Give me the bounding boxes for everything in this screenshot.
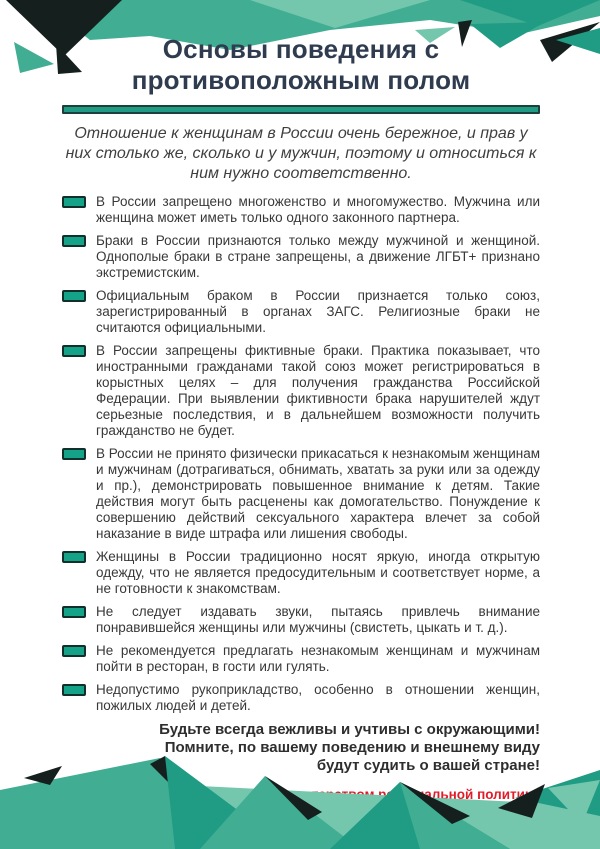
teal-bullet-marker — [62, 196, 86, 208]
rule-item — [62, 343, 540, 439]
rule-text: В России запрещены фиктивные браки. Практика показывает, что иностранными гражданами такой союз может регистрироваться в корыстных целях – для получения гражданства Российской Федерации. При выявлении фиктивности брака нарушителей ждут серьезные последствия, и в дальнейшем возможности получить гражданство не будет. — [96, 343, 540, 438]
rule-text: Женщины в России традиционно носят яркую, иногда открытую одежду, что не является предосудительным и соответствует норме, а не готовности к знакомствам. — [96, 549, 540, 596]
rule-text: Недопустимо рукоприкладство, особенно в отношении женщин, пожилых людей и детей. — [96, 682, 540, 713]
rule-item — [62, 643, 540, 675]
rule-text: В России запрещено многоженство и многомужество. Мужчина или женщина может иметь только одного законного партнера. — [96, 194, 540, 225]
rule-text: Не следует издавать звуки, пытаясь привлечь внимание понравившейся женщины или мужчины (свистеть, цыкать и т. д.). — [96, 604, 540, 635]
rule-item — [62, 446, 540, 542]
teal-bullet-marker — [62, 290, 86, 302]
rule-text: Официальным браком в России признается только союз, зарегистрированный в органах ЗАГС. Религиозные браки не считаются официальными. — [96, 288, 540, 335]
teal-bullet-marker — [62, 235, 86, 247]
rule-text: В России не принято физически прикасаться к незнакомым женщинам и мужчинам (дотрагиваться, обнимать, хватать за руки или за одежду и пр.), демонстрировать повышенное внимание к детям. Такие действия могут быть расценены как домогательство. Понуждение к совершению действий сексуального характера влечет за собой наказание в виде штрафа или лишения свободы. — [96, 446, 541, 541]
teal-bullet-marker — [62, 448, 86, 460]
rule-item — [62, 682, 540, 714]
teal-bullet-marker — [62, 551, 86, 563]
footer-mountains — [0, 756, 510, 849]
rules-list — [62, 194, 540, 714]
rule-item — [62, 288, 540, 336]
rule-item — [62, 604, 540, 636]
rule-item — [62, 549, 540, 597]
intro-paragraph: Отношение к женщинам в России очень бережное, и прав у них столько же, сколько и у мужчин, поэтому и относиться к ним нужно соответственно. — [65, 125, 537, 182]
rule-text: Браки в России признаются только между мужчиной и женщиной. Однополые браки в стране запрещены, а движение ЛГБТ+ признано экстремистским. — [96, 233, 540, 280]
teal-bullet-marker — [62, 606, 86, 618]
title-underline-bar — [62, 105, 540, 114]
teal-bullet-marker — [62, 645, 86, 657]
rule-item — [62, 194, 540, 226]
conclusion-line: Помните, по вашему поведению и внешнему виду — [164, 739, 540, 756]
conclusion-line: будут судить о вашей стране! — [316, 757, 540, 774]
rule-item — [62, 233, 540, 281]
teal-bullet-marker — [62, 684, 86, 696]
conclusion-line: Будьте всегда вежливы и учтивы с окружающими! — [159, 721, 540, 738]
page-title: Основы поведения с противоположным полом — [131, 34, 471, 95]
rule-text: Не рекомендуется предлагать незнакомым женщинам и мужчинам пойти в ресторан, в гости или гулять. — [96, 643, 540, 674]
footer-polygon-art — [0, 754, 600, 849]
teal-bullet-marker — [62, 345, 86, 357]
